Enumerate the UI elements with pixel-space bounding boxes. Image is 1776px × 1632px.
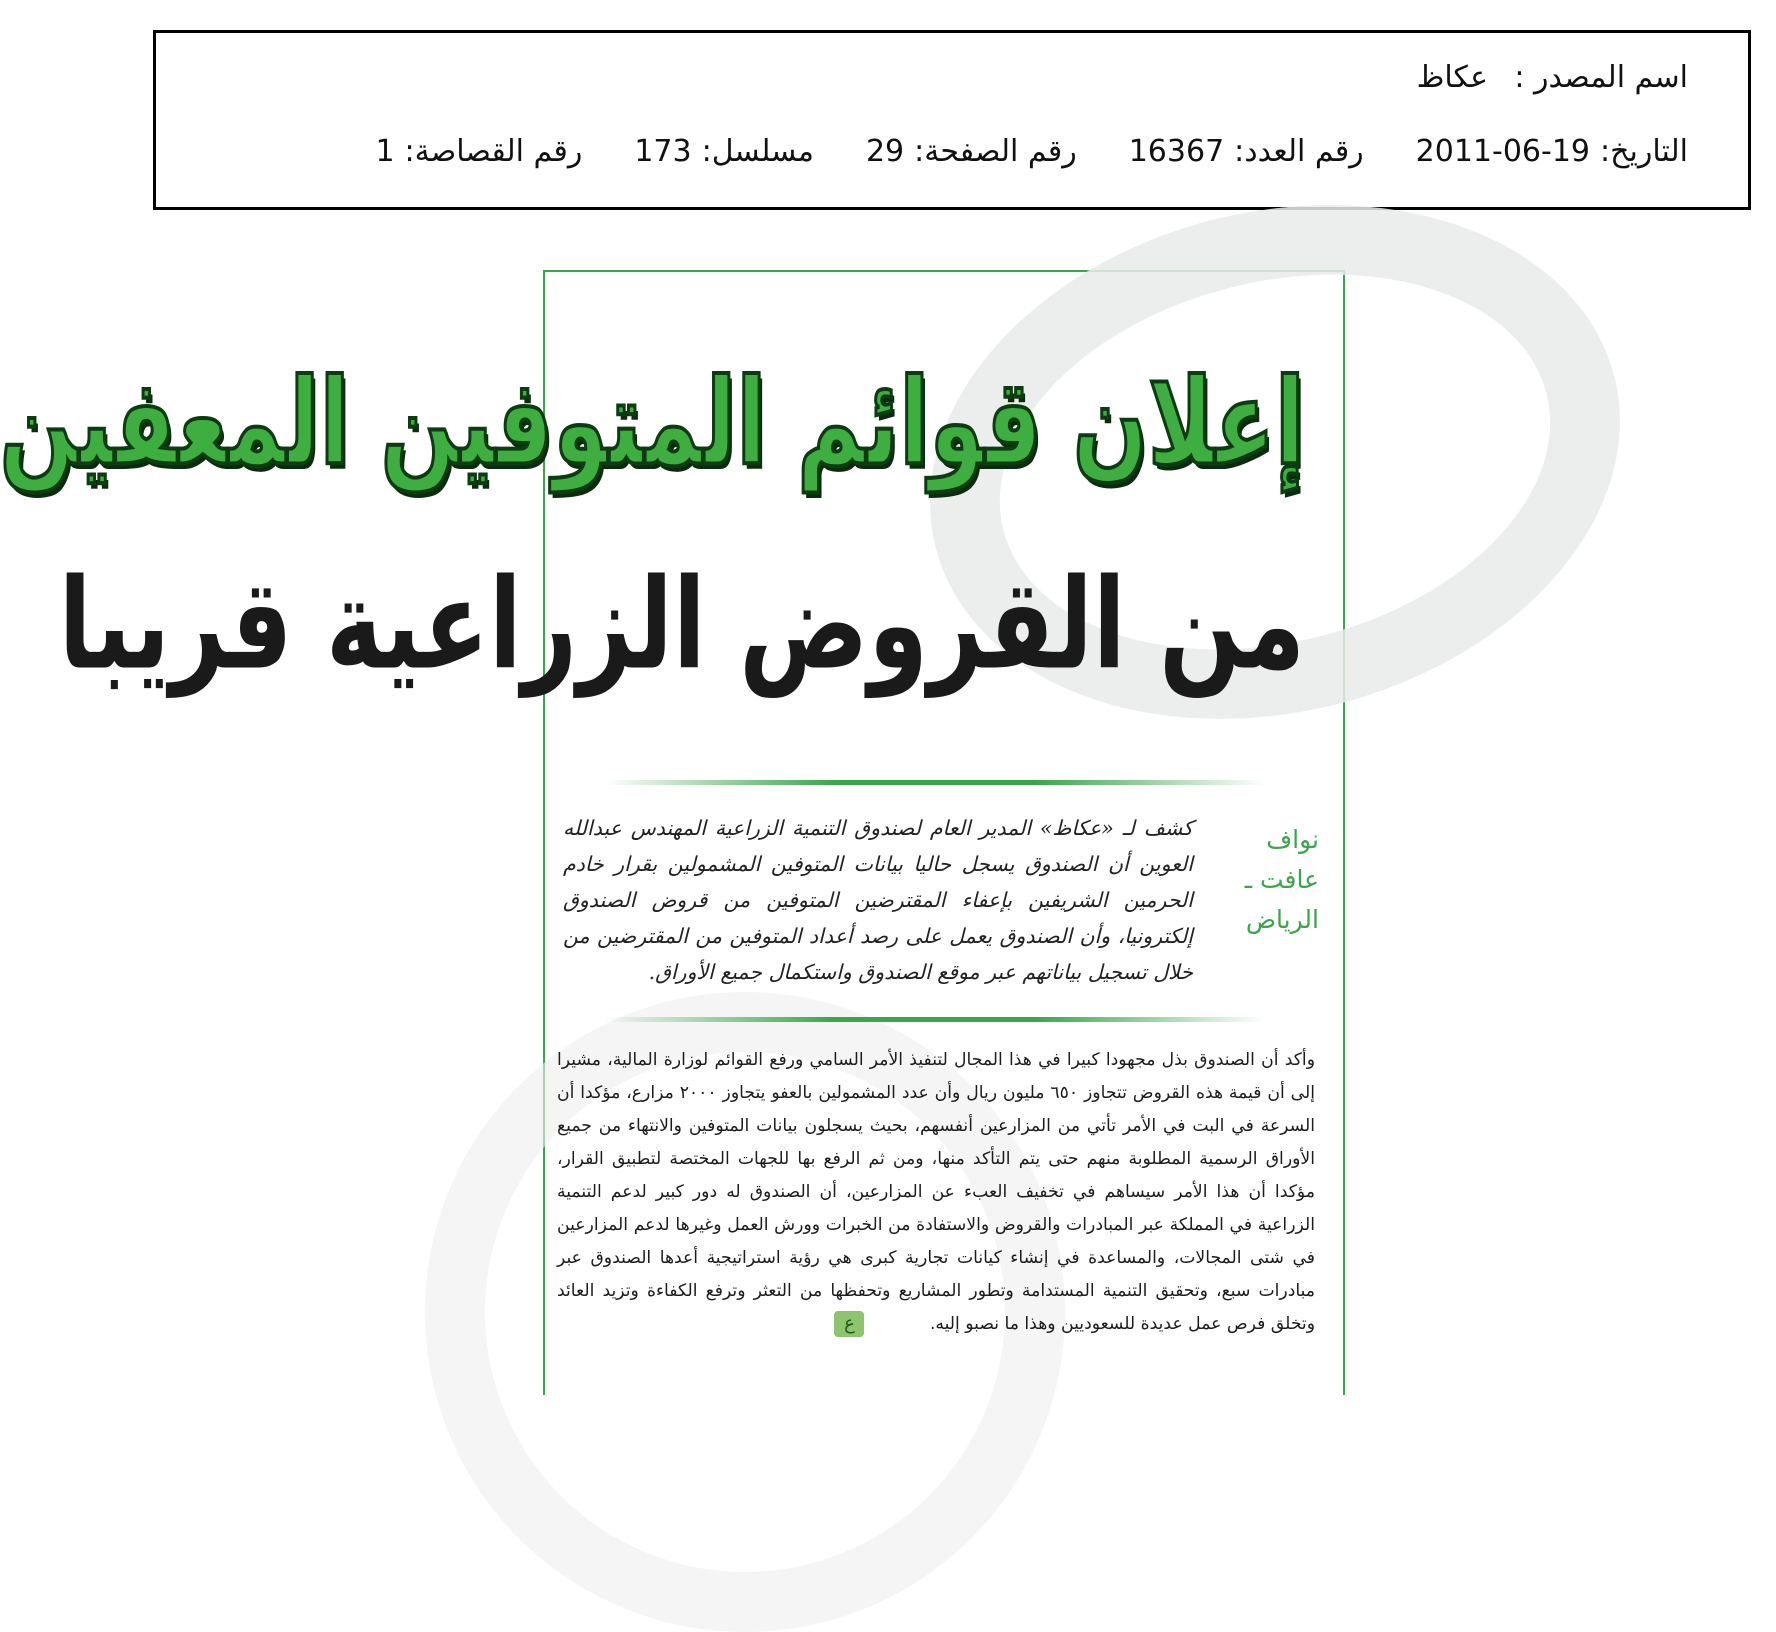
source-value: عكاظ xyxy=(1416,59,1488,95)
clip-number-label: رقم القصاصة: xyxy=(404,133,583,169)
date-field xyxy=(1416,134,1688,169)
clipping-metadata-box xyxy=(153,30,1751,210)
clip-number-value: 1 xyxy=(375,133,395,169)
serial-field xyxy=(634,134,814,169)
end-mark-icon: ع xyxy=(834,1311,864,1337)
page-field xyxy=(866,134,1077,169)
body-text: وأكد أن الصندوق بذل مجهودا كبيرا في هذا المجال لتنفيذ الأمر السامي ورفع القوائم لوزارة المالية، مشيرا إلى أن قيمة هذه القروض تتجاوز ٦٥٠ مليون ريال وأن عدد المشمولين بالعفو يتجاوز ٢٠٠٠ مزارع، مؤكدا أن السرعة في البت في الأمر تأتي من المزارعين أنفسهم، بحيث يسجلون بيانات المتوفين والانتهاء من جميع الأوراق الرسمية المطلوبة منهم حتى يتم التأكد منها، ومن ثم الرفع بها للجهات المختصة لتطبيق القرار، مؤكدا أن هذا الأمر سيساهم في تخفيف العبء عن المزارعين، أن الصندوق له دور كبير لدعم التنمية الزراعية في المملكة عبر المبادرات والقروض والاستفادة من الخبرات وورش العمل وغيرها لدعم المزارعين في شتى المجالات، والمساعدة في إنشاء كيانات تجارية كبرى هي رؤية استراتيجية أعدها الصندوق عبر مبادرات سبع، وتحقيق التنمية المستدامة وتطور المشاريع وتحفظها من التعثر وترفع الكفاءة وتزيد العائد وتخلق فرص عمل عديدة للسعوديين وهذا ما نصبو إليه. xyxy=(557,1050,1315,1334)
byline-name-1: نواف xyxy=(1266,825,1319,854)
serial-value: 173 xyxy=(634,133,692,169)
page-label: رقم الصفحة: xyxy=(914,133,1077,169)
issue-value: 16367 xyxy=(1128,133,1225,169)
body-paragraph xyxy=(557,1044,1315,1341)
date-label: التاريخ: xyxy=(1600,133,1688,169)
byline-place: الرياض xyxy=(1245,905,1319,934)
source-row xyxy=(196,55,1688,99)
divider-top xyxy=(605,780,1265,785)
issue-label: رقم العدد: xyxy=(1234,133,1364,169)
source-label: اسم المصدر : xyxy=(1514,59,1688,95)
details-row xyxy=(196,129,1688,173)
clip-number-field xyxy=(375,134,582,169)
divider-bottom xyxy=(605,1017,1265,1022)
serial-label: مسلسل: xyxy=(701,133,814,169)
issue-field xyxy=(1129,134,1364,169)
page-value: 29 xyxy=(865,133,905,169)
headline-line-2: من القروض الزراعية قريبا xyxy=(58,551,1305,698)
byline-name-2: عافت ـ xyxy=(1244,865,1319,894)
headline-line-1: إعلان قوائم المتوفين المعفين xyxy=(0,352,1305,492)
date-value: 2011-06-19 xyxy=(1415,133,1591,169)
byline xyxy=(1229,820,1319,940)
lead-paragraph: كشف لـ «عكاظ» المدير العام لصندوق التنمية الزراعية المهندس عبدالله العوين أن الصندوق يسجل حاليا بيانات المتوفين المشمولين بقرار خادم الحرمين الشريفين بإعفاء المقترضين المتوفين من قروض الصندوق إلكترونيا، وأن الصندوق يعمل على رصد أعداد المتوفين من المقترضين من خلال تسجيل بياناتهم عبر موقع الصندوق واستكمال جميع الأوراق. xyxy=(563,816,1193,984)
newspaper-clipping xyxy=(0,270,1345,1395)
